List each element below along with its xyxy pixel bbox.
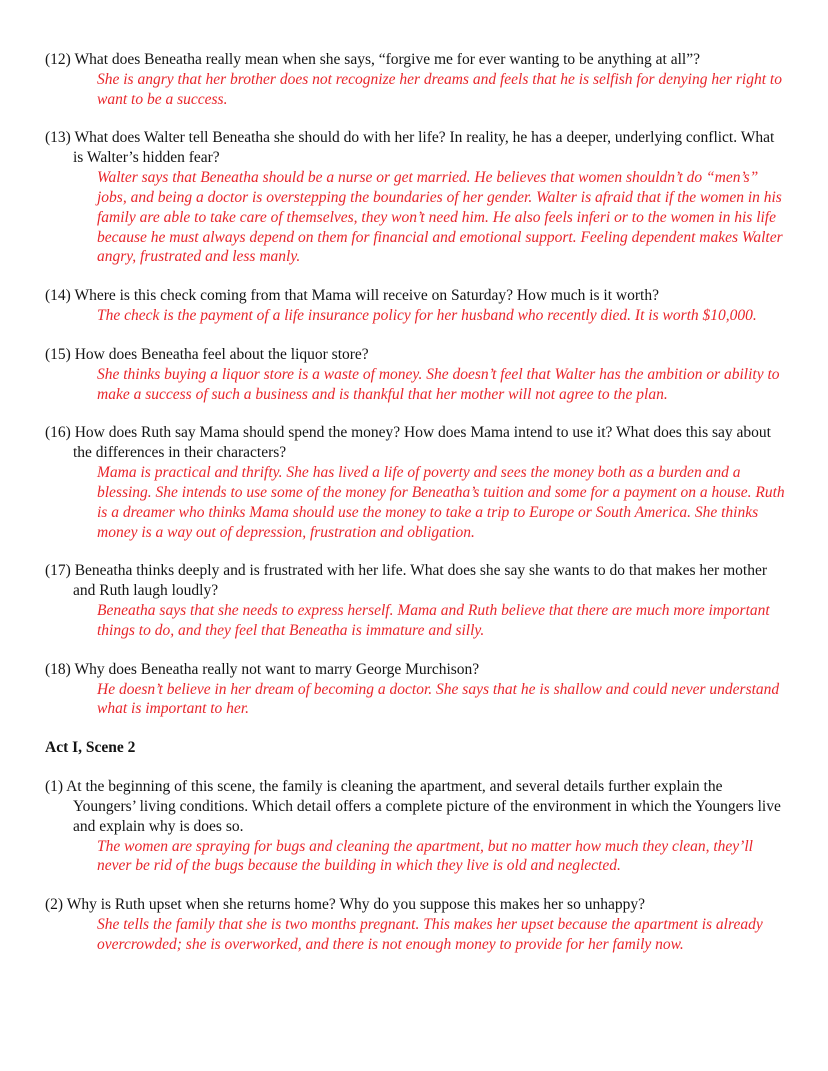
question-number: (18) [45,660,71,678]
question [45,345,785,365]
answer-text: Walter says that Beneatha should be a nurse or get married. He believes that women shouldn’t do “men’s” jobs, and being a doctor is overstepping the boundaries of her gender. Walter is afraid that if the women in his family are able to take care of themselves, they won’t need him. He also feels inferi or to the women in his life because he must always depend on them for financial and emotional support. Feeling dependent makes Walter angry, frustrated and less manly. [97,169,783,266]
question-number: (2) [45,896,64,914]
question-number: (15) [45,345,71,363]
answer-text: The women are spraying for bugs and cleaning the apartment, but no matter how much they clean, they’ll never be rid of the bugs because the building in which they live is old and neglected. [97,837,753,875]
answer-text: She thinks buying a liquor store is a waste of money. She doesn’t feel that Walter has the ambition or ability to make a success of such a business and is thankful that her mother will not agree to the plan. [97,365,780,403]
question [45,777,785,836]
answer-text: She tells the family that she is two months pregnant. This makes her upset because the apartment is already overcrowded; she is overworked, and there is not enough money to provide for her family now. [97,915,763,953]
qa-block-12 [45,50,785,109]
question [45,895,785,915]
question-number: (14) [45,287,71,305]
qa-block-scene2-1 [45,777,785,876]
qa-block-scene2-2 [45,895,785,954]
qa-block-18 [45,660,785,719]
question-text: How does Beneatha feel about the liquor store? [74,345,369,363]
question-number: (17) [45,562,71,580]
question [45,660,785,680]
question-text: What does Walter tell Beneatha she should do with her life? In reality, he has a deeper, underlying conflict. What is Walter’s hidden fear? [73,129,775,167]
qa-block-13 [45,128,785,267]
question-number: (1) [45,778,64,796]
answer-text: Mama is practical and thrifty. She has lived a life of poverty and sees the money both as a burden and a blessing. She intends to use some of the money for Beneatha’s tuition and some for a payment on a house. Ruth is a dreamer who thinks Mama should use the money to take a trip to Europe or South America. She thinks money is a way out of depression, frustration and obligation. [97,464,785,541]
answer-text: He doesn’t believe in her dream of becoming a doctor. She says that he is shallow and could never understand what is important to her. [97,680,780,718]
question [45,128,785,168]
question-text: Beneatha thinks deeply and is frustrated with her life. What does she say she wants to do that makes her mother and Ruth laugh loudly? [73,562,767,600]
qa-block-17 [45,561,785,640]
question [45,286,785,306]
answer-text: The check is the payment of a life insurance policy for her husband who recently died. It is worth $10,000. [97,307,757,325]
question-text: Where is this check coming from that Mama will receive on Saturday? How much is it worth? [74,287,659,305]
question-text: Why is Ruth upset when she returns home? Why do you suppose this makes her so unhappy? [66,896,645,914]
question [45,50,785,70]
question-number: (12) [45,51,71,68]
question-text: At the beginning of this scene, the family is cleaning the apartment, and several details further explain the Youngers’ living conditions. Which detail offers a complete picture of the environment in which the Youngers live and explain why is does so. [66,778,781,835]
answer-text: Beneatha says that she needs to express herself. Mama and Ruth believe that there are much more important things to do, and they feel that Beneatha is immature and silly. [97,602,770,639]
answer-text: She is angry that her brother does not recognize her dreams and feels that he is selfish for denying her right to want to be a success. [97,70,782,108]
question-number: (13) [45,129,71,147]
question [45,561,785,601]
question [45,423,785,463]
question-text: How does Ruth say Mama should spend the money? How does Mama intend to use it? What does this say about the differences in their characters? [73,424,771,462]
question-text: Why does Beneatha really not want to marry George Murchison? [74,660,480,678]
section-heading: Act I, Scene 2 [45,739,136,757]
qa-block-15 [45,345,785,404]
qa-block-14 [45,286,785,326]
question-text: What does Beneatha really mean when she says, “forgive me for ever wanting to be anything at all”? [74,51,700,68]
question-number: (16) [45,424,71,442]
qa-block-16 [45,423,785,542]
